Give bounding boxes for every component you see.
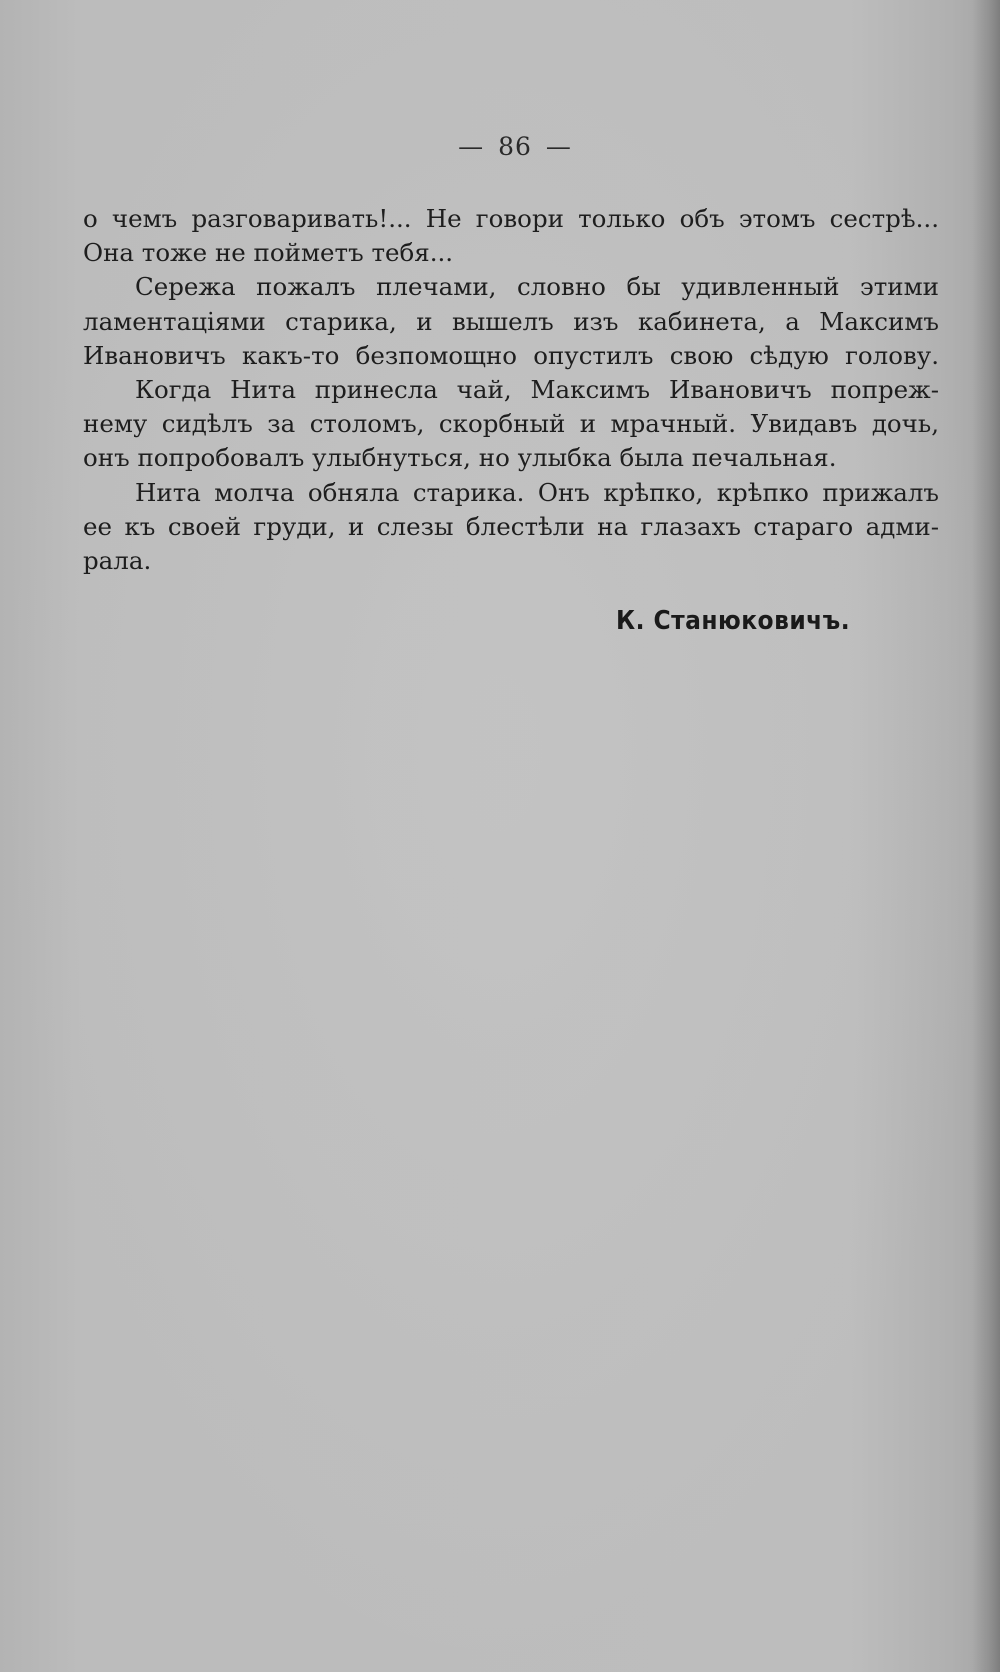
text-line: онъ попробовалъ улыбнуться, но улыбка была печальная. — [83, 443, 837, 473]
text-line: Ивановичъ какъ-то безпомощно опустилъ свою сѣдую голову. — [83, 340, 939, 370]
text-line: ее къ своей груди, и слезы блестѣли на глазахъ стараго адми- — [83, 511, 939, 541]
text-line: Сережа пожалъ плечами, словно бы удивленный этими — [135, 272, 939, 302]
page-number-dash-left: — — [458, 132, 485, 161]
body-text — [83, 202, 939, 578]
author-signature: К. Станюковичъ. — [616, 606, 851, 636]
text-line: рала. — [83, 546, 152, 576]
text-line: ламентаціями старика, и вышелъ изъ кабинета, а Максимъ — [83, 306, 939, 336]
text-line: Нита молча обняла старика. Онъ крѣпко, крѣпко прижалъ — [135, 477, 939, 507]
page-number-dash-right: — — [545, 132, 572, 161]
text-line: Она тоже не пойметъ тебя... — [83, 238, 454, 268]
page-number — [0, 132, 1000, 161]
text-line: о чемъ разговаривать!... Не говори только объ этомъ сестрѣ... — [83, 204, 939, 233]
text-line: Когда Нита принесла чай, Максимъ Ивановичъ попреж- — [135, 375, 939, 405]
page-edge-shadow — [972, 0, 1000, 1672]
text-line: нему сидѣлъ за столомъ, скорбный и мрачный. Увидавъ дочь, — [83, 409, 939, 439]
page-number-value: 86 — [498, 132, 532, 161]
